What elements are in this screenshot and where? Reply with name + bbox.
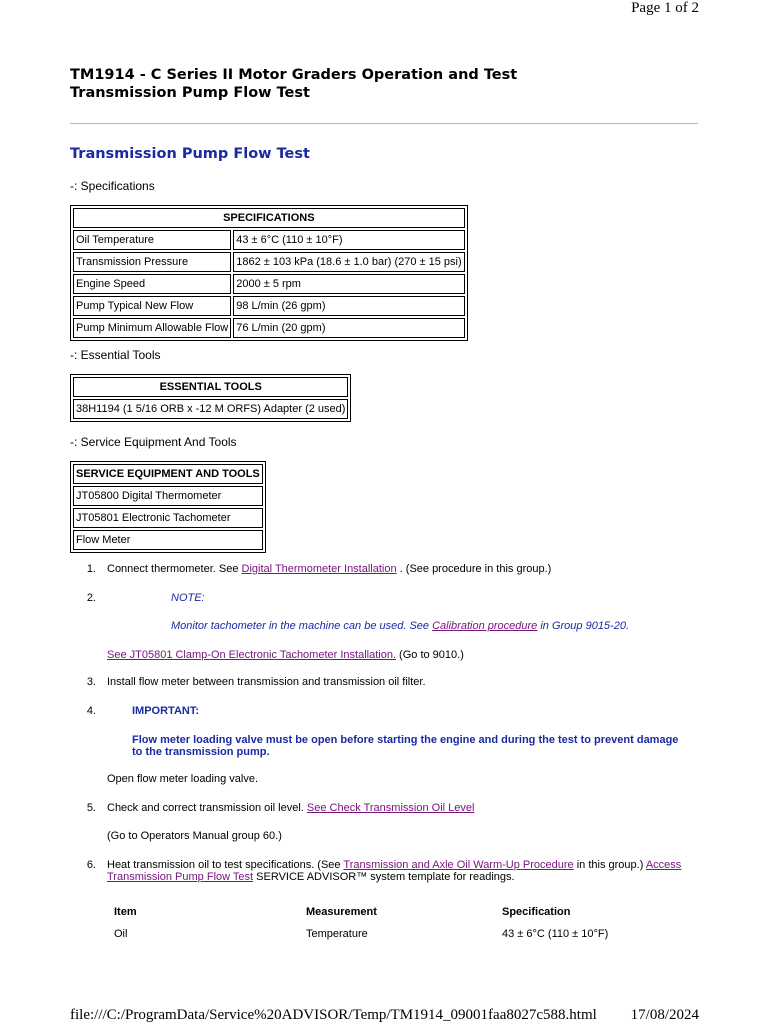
check-transmission-oil-level-link[interactable]: See Check Transmission Oil Level [306,802,475,814]
step-6-line-2 [107,871,515,883]
tool-item: 38H1194 (1 5/16 ORB x -12 M ORFS) Adapter (2 used) [73,399,348,419]
spec-value: 1862 ± 103 kPa (18.6 ± 1.0 bar) (270 ± 15 psi) [233,252,464,272]
spec-name: Oil Temperature [73,230,231,250]
step-5-text-2: (Go to Operators Manual group 60.) [107,830,282,842]
step-number: 2. [86,592,96,604]
spec-value: 76 L/min (20 gpm) [233,318,464,338]
calibration-procedure-link[interactable]: Calibration procedure [432,620,538,632]
spec-value: 98 L/min (26 gpm) [233,296,464,316]
transmission-pump-flow-test-link[interactable]: Transmission Pump Flow Test [107,871,254,883]
step-number: 6. [86,859,96,871]
specifications-header: SPECIFICATIONS [73,208,465,228]
essential-tools-table [70,374,351,422]
spec-value: 43 ± 6°C (110 ± 10°F) [233,230,464,250]
document-title [70,66,517,102]
document-title-line-2: Transmission Pump Flow Test [70,85,310,101]
spec-value: 2000 ± 5 rpm [233,274,464,294]
service-equipment-header: SERVICE EQUIPMENT AND TOOLS [73,464,263,484]
step-2-post: (Go to 9010.) [396,649,464,661]
step-number: 3. [86,676,96,688]
table-row [73,296,465,316]
footer-file-path: file:///C:/ProgramData/Service%20ADVISOR/Temp/TM1914_09001faa8027c588.html [70,1007,597,1023]
step-5-pre: Check and correct transmission oil level. [107,802,307,814]
tachometer-installation-link[interactable]: See JT05801 Clamp-On Electronic Tachometer Installation. [107,649,396,661]
table-row [73,252,465,272]
step-1-post: . (See procedure in this group.) [396,563,552,575]
table-row [73,230,465,250]
step-6-post: SERVICE ADVISOR™ system template for readings. [253,871,515,883]
access-link[interactable]: Access [645,859,682,871]
step-6-line-1 [107,859,681,871]
specifications-label: -: Specifications [70,179,155,193]
note-post: in Group 9015-20. [537,620,630,632]
important-line-1: Flow meter loading valve must be open before starting the engine and during the test to prevent damage [132,734,679,746]
step-3-text: Install flow meter between transmission and transmission oil filter. [107,676,426,688]
important-text [132,734,678,758]
note-pre: Monitor tachometer in the machine can be used. See [171,620,433,632]
specifications-table [70,205,468,341]
important-line-2: to the transmission pump. [132,746,270,758]
step-5-text [107,802,474,814]
essential-tools-header: ESSENTIAL TOOLS [73,377,348,397]
essential-tools-label: -: Essential Tools [70,348,161,362]
spec-name: Pump Typical New Flow [73,296,231,316]
note-text [171,620,629,632]
step-6-mid: in this group.) [573,859,646,871]
table-row [73,274,465,294]
spec-name: Engine Speed [73,274,231,294]
horizontal-rule [70,123,698,124]
step-number: 4. [86,705,96,717]
reading-measurement: Temperature [306,928,368,940]
footer-date: 17/08/2024 [630,1007,699,1023]
step-1-text [107,563,551,575]
spec-name: Transmission Pressure [73,252,231,272]
step-number: 1. [86,563,96,575]
table-row [73,530,263,550]
digital-thermometer-installation-link[interactable]: Digital Thermometer Installation [241,563,397,575]
oil-warm-up-procedure-link[interactable]: Transmission and Axle Oil Warm-Up Procedure [343,859,574,871]
reading-item: Oil [114,928,128,940]
table-row [73,508,263,528]
equipment-item: JT05801 Electronic Tachometer [73,508,263,528]
table-row [73,318,465,338]
step-number: 5. [86,802,96,814]
important-label: IMPORTANT: [132,705,200,717]
step-1-pre: Connect thermometer. See [107,563,242,575]
column-header-measurement: Measurement [306,906,377,918]
equipment-item: Flow Meter [73,530,263,550]
page-number: Page 1 of 2 [631,0,699,16]
step-4-text: Open flow meter loading valve. [107,773,259,785]
document-title-line-1: TM1914 - C Series II Motor Graders Operation and Test [70,67,518,83]
reading-specification: 43 ± 6°C (110 ± 10°F) [502,928,609,940]
service-equipment-table [70,461,266,553]
column-header-item: Item [114,906,137,918]
note-label: NOTE: [171,592,205,604]
step-2-text [107,649,464,661]
equipment-item: JT05800 Digital Thermometer [73,486,263,506]
section-title: Transmission Pump Flow Test [70,146,310,162]
column-header-specification: Specification [502,906,571,918]
service-equipment-label: -: Service Equipment And Tools [70,435,237,449]
table-row [73,486,263,506]
spec-name: Pump Minimum Allowable Flow [73,318,231,338]
table-row [73,399,348,419]
step-6-pre: Heat transmission oil to test specifications. (See [107,859,344,871]
